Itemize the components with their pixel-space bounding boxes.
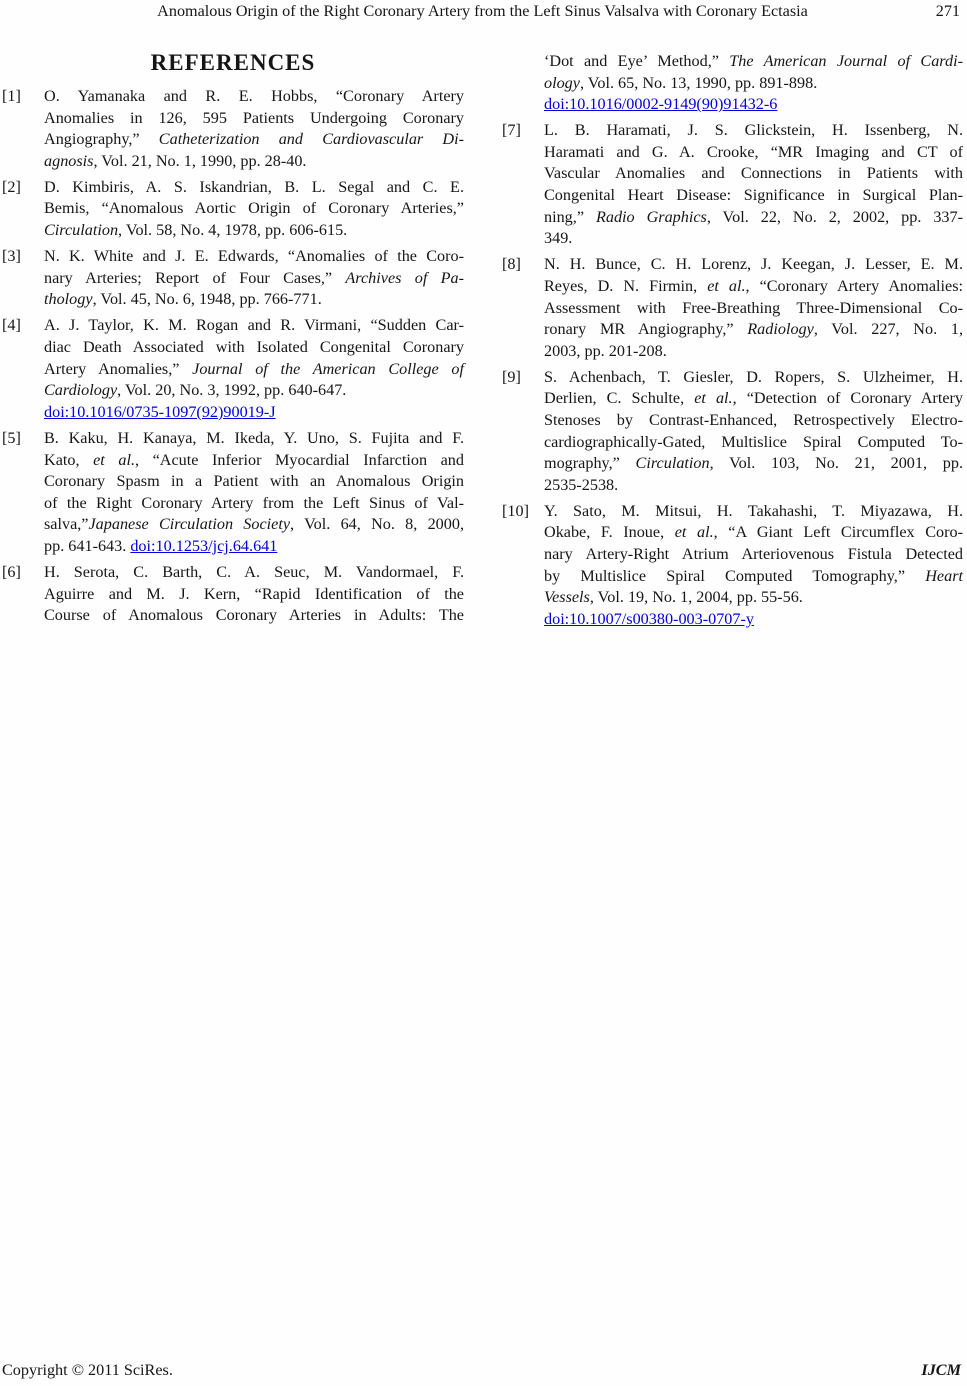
reference-line: Assessment with Free-Breathing Three-Dimensional Co- xyxy=(544,298,963,317)
reference-line: Cardiology, Vol. 20, No. 3, 1992, pp. 640-647. xyxy=(44,381,347,400)
italic-text: Journal of the American College of xyxy=(192,359,464,378)
reference-line: B. Kaku, H. Kanaya, M. Ikeda, Y. Uno, S. Fujita and F. xyxy=(44,428,464,447)
reference-item xyxy=(2,246,464,311)
reference-line: ronary MR Angiography,” Radiology, Vol. 227, No. 1, xyxy=(544,320,963,339)
italic-text: Archives of Pa- xyxy=(345,268,464,287)
running-header-title: Anomalous Origin of the Right Coronary Artery from the Left Sinus Valsalva with Coronary Ectasia xyxy=(157,2,808,20)
reference-label: [8] xyxy=(502,255,521,274)
italic-text: Radio Graphics xyxy=(595,207,707,226)
reference-line: Derlien, C. Schulte, et al., “Detection of Coronary Artery xyxy=(544,389,963,408)
reference-line xyxy=(544,609,963,631)
italic-text: Vessels xyxy=(544,588,590,607)
italic-text: Cardiology xyxy=(44,381,118,400)
running-header xyxy=(2,1,963,23)
reference-line: H. Serota, C. Barth, C. A. Seuc, M. Vandormael, F. xyxy=(44,562,464,581)
reference-item xyxy=(502,501,963,631)
reference-line: 349. xyxy=(544,229,573,248)
italic-text: et al. xyxy=(707,276,746,295)
reference-line: 2535-2538. xyxy=(544,475,619,494)
reference-item xyxy=(2,177,464,242)
reference-line: thology, Vol. 45, No. 6, 1948, pp. 766-771. xyxy=(44,290,322,309)
copyright-text: Copyright © 2011 SciRes. xyxy=(2,1361,173,1379)
reference-line: D. Kimbiris, A. S. Iskandrian, B. L. Segal and C. E. xyxy=(44,177,464,196)
reference-item xyxy=(502,254,963,362)
italic-text: thology xyxy=(44,290,93,309)
journal-abbrev: IJCM xyxy=(921,1361,961,1379)
reference-line: N. K. White and J. E. Edwards, “Anomalies of the Coro- xyxy=(44,247,464,266)
reference-item xyxy=(2,315,464,423)
reference-line: Vessels, Vol. 19, No. 1, 2004, pp. 55-56. xyxy=(544,588,803,607)
italic-text: et al. xyxy=(694,389,733,408)
reference-list-right xyxy=(502,51,963,630)
column-left xyxy=(2,49,464,631)
italic-text: The American Journal of Cardi- xyxy=(729,52,963,70)
reference-line: by Multislice Spiral Computed Tomography,” Heart xyxy=(544,566,963,585)
italic-text: Circulation xyxy=(44,221,119,240)
reference-label: [9] xyxy=(502,367,521,386)
reference-line: diac Death Associated with Isolated Congenital Coronary xyxy=(44,338,464,357)
reference-line: Coronary Spasm in a Patient with an Anomalous Origin xyxy=(44,472,464,491)
reference-line: Angiography,” Catheterization and Cardiovascular Di- xyxy=(44,130,464,149)
italic-text: Circulation xyxy=(635,454,710,473)
reference-label: [1] xyxy=(2,87,21,105)
doi-link[interactable]: doi:10.1016/0735-1097(92)90019-J xyxy=(44,402,276,421)
reference-line: Aguirre and M. J. Kern, “Rapid Identification of the xyxy=(44,584,464,603)
reference-line: Anomalies in 126, 595 Patients Undergoing Coronary xyxy=(44,108,464,127)
reference-item xyxy=(2,86,464,172)
reference-line: nary Artery-Right Atrium Arteriovenous Fistula Detected xyxy=(544,545,963,564)
reference-label: [10] xyxy=(502,501,529,520)
reference-line: mography,” Circulation, Vol. 103, No. 21, 2001, pp. xyxy=(544,454,963,473)
reference-line xyxy=(44,402,464,424)
reference-line: Circulation, Vol. 58, No. 4, 1978, pp. 606-615. xyxy=(44,221,348,240)
reference-item xyxy=(502,367,963,497)
reference-line: Haramati and G. A. Crooke, “MR Imaging and CT of xyxy=(544,142,963,161)
reference-label: [3] xyxy=(2,247,21,266)
italic-text: et al. xyxy=(674,523,714,542)
reference-line: Bemis, “Anomalous Aortic Origin of Coronary Arteries,” xyxy=(44,199,464,218)
reference-line: Okabe, F. Inoue, et al., “A Giant Left Circumflex Coro- xyxy=(544,523,963,542)
reference-label: [4] xyxy=(2,316,21,335)
reference-line: salva,”Japanese Circulation Society, Vol. 64, No. 8, 2000, xyxy=(44,515,464,534)
italic-text: Japanese Circulation Society xyxy=(88,515,291,534)
reference-line: N. H. Bunce, C. H. Lorenz, J. Keegan, J. Lesser, E. M. xyxy=(544,255,963,274)
reference-label: [6] xyxy=(2,562,21,581)
reference-line: ‘Dot and Eye’ Method,” The American Journal of Cardi- xyxy=(544,52,963,70)
reference-line: O. Yamanaka and R. E. Hobbs, “Coronary Artery xyxy=(44,87,464,105)
italic-text: Heart xyxy=(925,566,963,585)
reference-label: [2] xyxy=(2,177,21,196)
doi-link[interactable]: doi:10.1016/0002-9149(90)91432-6 xyxy=(544,95,778,114)
doi-link[interactable]: doi:10.1253/jcj.64.641 xyxy=(130,536,278,555)
reference-line: Y. Sato, M. Mitsui, H. Takahashi, T. Miyazawa, H. xyxy=(544,501,963,520)
reference-line: Course of Anomalous Coronary Arteries in Adults: The xyxy=(44,606,464,625)
doi-link[interactable]: doi:10.1007/s00380-003-0707-y xyxy=(544,609,754,628)
reference-item xyxy=(502,120,964,250)
reference-line: Congenital Heart Disease: Significance in Surgical Plan- xyxy=(544,186,963,205)
reference-line: pp. 641-643. doi:10.1253/jcj.64.641 xyxy=(44,536,278,555)
reference-line: L. B. Haramati, J. S. Glickstein, H. Issenberg, N. xyxy=(544,121,963,140)
italic-text: agnosis xyxy=(44,151,94,170)
reference-list-left xyxy=(2,86,464,627)
reference-item xyxy=(2,562,464,627)
reference-line: Vascular Anomalies and Connections in Patients with xyxy=(544,164,963,183)
reference-line: cardiographically-Gated, Multislice Spiral Computed To- xyxy=(544,432,963,451)
reference-line: ology, Vol. 65, No. 13, 1990, pp. 891-898. xyxy=(544,73,818,92)
references-heading: REFERENCES xyxy=(150,50,316,75)
reference-line: S. Achenbach, T. Giesler, D. Ropers, S. Ulzheimer, H. xyxy=(544,367,963,386)
italic-text: Radiology xyxy=(747,320,814,339)
italic-text: et al. xyxy=(93,450,135,469)
reference-item xyxy=(2,428,464,558)
reference-line: A. J. Taylor, K. M. Rogan and R. Virmani, “Sudden Car- xyxy=(44,316,464,335)
reference-label: [7] xyxy=(502,121,521,140)
reference-line: 2003, pp. 201-208. xyxy=(544,341,667,360)
reference-line: Reyes, D. N. Firmin, et al., “Coronary Artery Anomalies: xyxy=(544,276,963,295)
italic-text: Catheterization and Cardiovascular Di- xyxy=(158,130,464,149)
italic-text: ology xyxy=(544,73,580,92)
reference-line: Stenoses by Contrast-Enhanced, Retrospectively Electro- xyxy=(544,411,963,429)
page-footer xyxy=(2,1360,963,1384)
reference-line: ning,” Radio Graphics, Vol. 22, No. 2, 2002, pp. 337- xyxy=(544,207,964,226)
reference-line: agnosis, Vol. 21, No. 1, 1990, pp. 28-40. xyxy=(44,151,307,170)
column-right xyxy=(502,51,963,635)
reference-label: [5] xyxy=(2,428,21,447)
reference-line: Kato, et al., “Acute Inferior Myocardial Infarction and xyxy=(44,450,464,469)
reference-line: Artery Anomalies,” Journal of the American College of xyxy=(44,359,464,378)
reference-line xyxy=(544,94,963,116)
reference-item-continuation xyxy=(544,51,963,116)
page-number: 271 xyxy=(935,2,960,20)
reference-line: nary Arteries; Report of Four Cases,” Archives of Pa- xyxy=(44,268,464,287)
reference-line: of the Right Coronary Artery from the Left Sinus of Val- xyxy=(44,493,464,512)
